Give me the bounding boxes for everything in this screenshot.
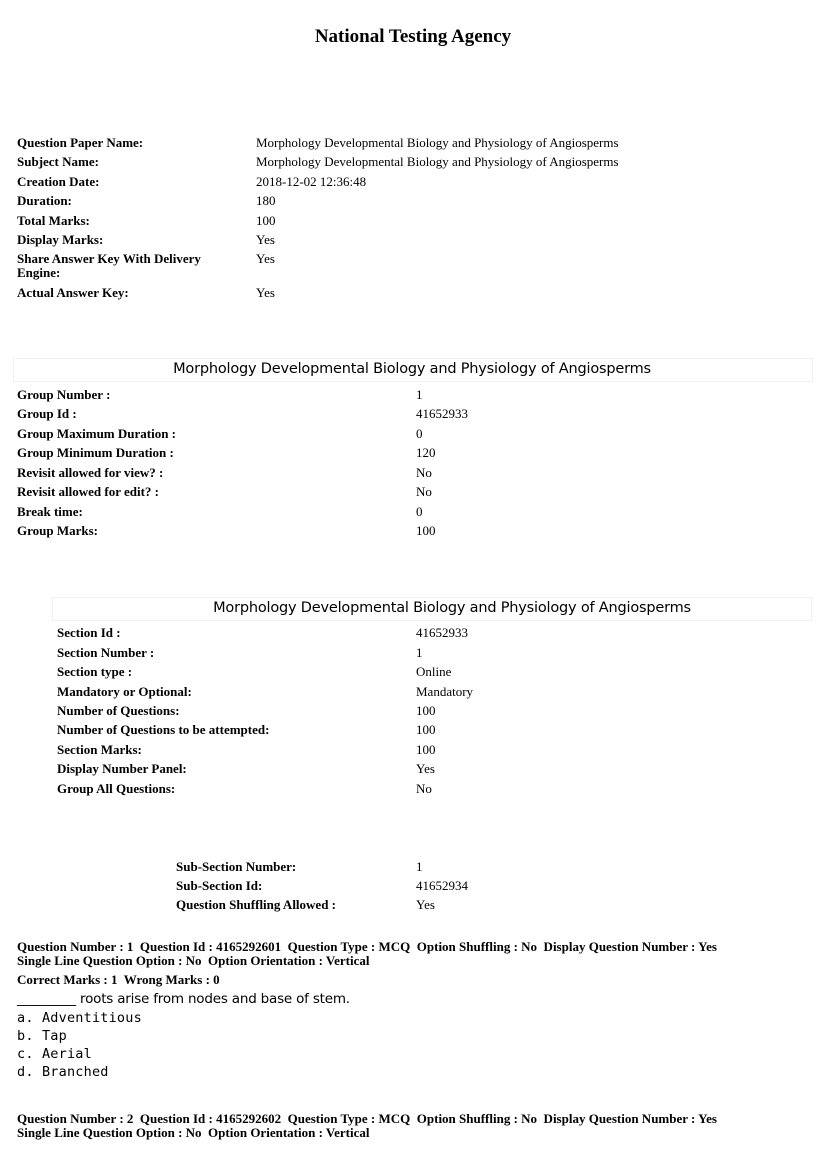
paper-info-value: Yes [256, 285, 275, 300]
question-meta: Question Number : 1 Question Id : 4165292601 Question Type : MCQ Option Shuffling : No Display Question Number : Yes [17, 939, 717, 954]
group-value: 100 [416, 523, 436, 538]
question-marks: Correct Marks : 1 Wrong Marks : 0 [17, 972, 220, 987]
group-label: Group Maximum Duration : [17, 426, 177, 441]
paper-info-label: Share Answer Key With Delivery [17, 251, 201, 266]
section-label: Group All Questions: [57, 781, 176, 796]
group-title: Morphology Developmental Biology and Physiology of Angiosperms [173, 361, 651, 377]
paper-info-value: 180 [256, 193, 276, 208]
question-meta-line2: Single Line Question Option : No Option Orientation : Vertical [17, 953, 370, 968]
paper-info-value: 100 [256, 213, 276, 228]
section-label: Number of Questions to be attempted: [57, 722, 270, 737]
section-label: Number of Questions: [57, 703, 180, 718]
section-label: Mandatory or Optional: [57, 684, 192, 699]
paper-info-value: Morphology Developmental Biology and Physiology of Angiosperms [256, 154, 619, 169]
paper-info-value: 2018-12-02 12:36:48 [256, 174, 367, 189]
question-text: _________ roots arise from nodes and base of stem. [17, 991, 350, 1007]
paper-info-label: Creation Date: [17, 174, 100, 189]
paper-info-value: Yes [256, 232, 275, 247]
option-b: b. Tap [17, 1028, 67, 1044]
option-c: c. Aerial [17, 1046, 92, 1062]
group-label: Break time: [17, 504, 83, 519]
group-label: Revisit allowed for view? : [17, 465, 164, 480]
paper-info-label: Subject Name: [17, 154, 99, 169]
group-value: No [416, 465, 432, 480]
paper-info-label: Total Marks: [17, 213, 90, 228]
section-value: 1 [416, 645, 423, 660]
group-label: Group Number : [17, 387, 111, 402]
question-meta-line2: Single Line Question Option : No Option Orientation : Vertical [17, 1125, 370, 1140]
section-label: Section Number : [57, 645, 155, 660]
option-d: d. Branched [17, 1064, 109, 1080]
group-label: Group Marks: [17, 523, 99, 538]
section-value: 100 [416, 722, 436, 737]
subsection-value: 1 [416, 859, 423, 874]
group-value: No [416, 484, 432, 499]
group-label: Revisit allowed for edit? : [17, 484, 160, 499]
group-label: Group Minimum Duration : [17, 445, 174, 460]
subsection-label: Sub-Section Id: [176, 878, 263, 893]
page-title: National Testing Agency [314, 26, 512, 47]
subsection-value: 41652934 [416, 878, 468, 893]
paper-info-label: Display Marks: [17, 232, 104, 247]
section-value: Online [416, 664, 452, 679]
paper-info-value: Yes [256, 251, 275, 266]
paper-info-label: Question Paper Name: [17, 135, 144, 150]
section-value: 100 [416, 703, 436, 718]
group-value: 0 [416, 426, 423, 441]
paper-info-value: Morphology Developmental Biology and Physiology of Angiosperms [256, 135, 619, 150]
subsection-value: Yes [416, 897, 435, 912]
section-value: 41652933 [416, 625, 468, 640]
subsection-label: Question Shuffling Allowed : [176, 897, 337, 912]
group-value: 41652933 [416, 406, 468, 421]
section-value: Yes [416, 761, 435, 776]
paper-info-label-cont: Engine: [17, 265, 61, 280]
paper-info-label: Duration: [17, 193, 72, 208]
question-meta: Question Number : 2 Question Id : 4165292602 Question Type : MCQ Option Shuffling : No Display Question Number : Yes [17, 1111, 717, 1126]
group-value: 0 [416, 504, 423, 519]
section-label: Section Marks: [57, 742, 142, 757]
section-value: 100 [416, 742, 436, 757]
group-value: 1 [416, 387, 423, 402]
section-title: Morphology Developmental Biology and Physiology of Angiosperms [213, 600, 691, 616]
paper-info-label: Actual Answer Key: [17, 285, 129, 300]
subsection-label: Sub-Section Number: [176, 859, 297, 874]
section-label: Section type : [57, 664, 133, 679]
section-value: No [416, 781, 432, 796]
section-label: Section Id : [57, 625, 121, 640]
group-label: Group Id : [17, 406, 77, 421]
section-label: Display Number Panel: [57, 761, 187, 776]
section-value: Mandatory [416, 684, 474, 699]
option-a: a. Adventitious [17, 1010, 142, 1026]
group-value: 120 [416, 445, 436, 460]
